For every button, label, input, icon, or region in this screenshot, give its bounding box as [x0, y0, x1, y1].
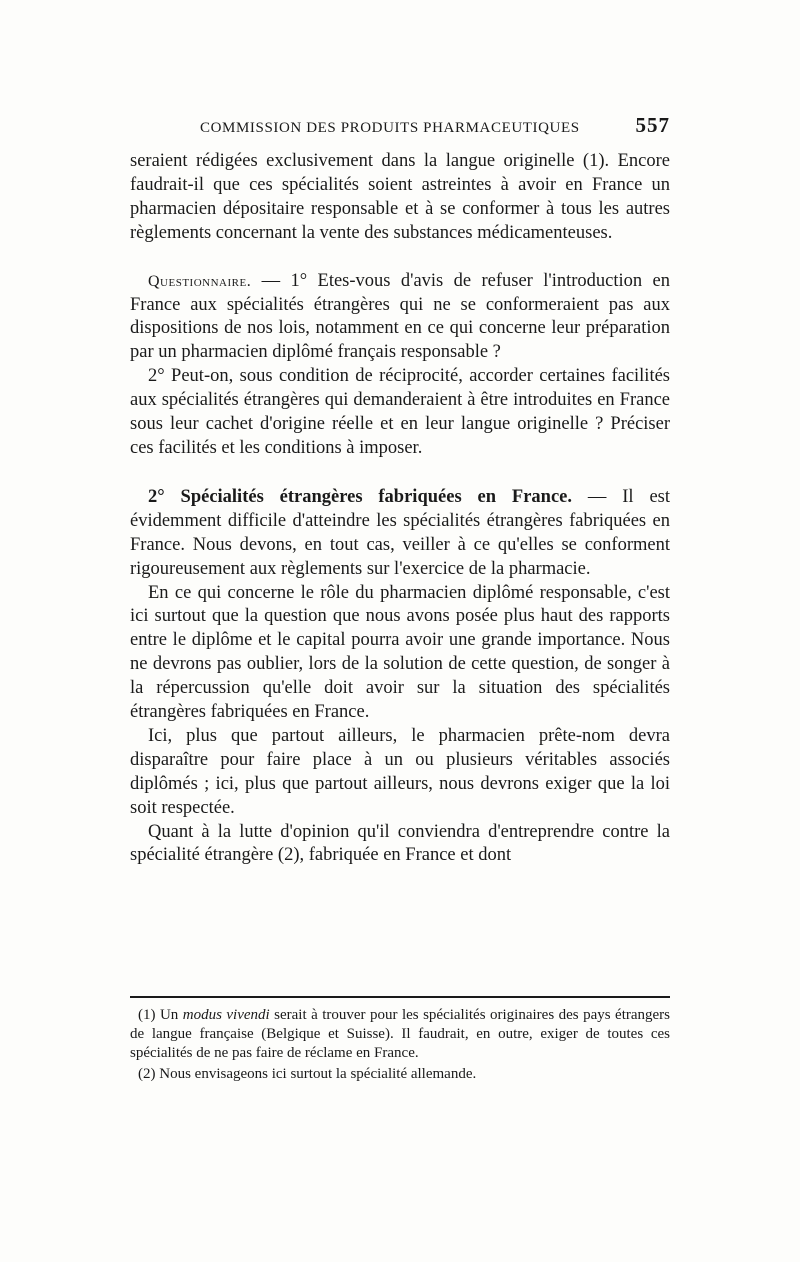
questionnaire-paragraph — [130, 270, 670, 366]
section-text: — Il est évidemment difficile d'atteindre les spécialités étrangères fabriquées en France. Nous devons, en tout cas, veiller à ce qu'elles se conforment rigoureusement aux règlements sur l'exercice de la pharmacie. — [130, 486, 671, 579]
paragraph: En ce qui concerne le rôle du pharmacien diplômé responsable, c'est ici surtout que la question que nous avons posée plus haut des rapports entre le diplôme et le capital pourra avoir une grande importance. Nous ne devrons pas oublier, lors de la solution de cette question, de songer à la répercussion qu'elle doit avoir sur la situation des spécialités étrangères fabriquées en France. — [130, 582, 670, 723]
footnotes — [130, 1006, 670, 1084]
questionnaire-label: Questionnaire. — [148, 272, 252, 290]
paragraph: Ici, plus que partout ailleurs, le pharmacien prête-nom devra disparaître pour faire place à un ou plusieurs véritables associés diplômés ; ici, plus que partout ailleurs, nous devrons exiger que la loi soit respectée. — [130, 725, 670, 818]
main-text — [130, 150, 670, 868]
paragraph: 2° Peut-on, sous condition de réciprocité, accorder certaines facilités aux spécialités étrangères qui demanderaient à être introduites en France sous leur cachet d'origine réelle et en leur langue originelle ? Préciser ces facilités et les conditions à imposer. — [130, 366, 670, 458]
footnote-1-marker: (1) Un — [138, 1007, 183, 1023]
paragraph: Quant à la lutte d'opinion qu'il conviendra d'entreprendre contre la spécialité étrangère (2), fabriquée en France et dont — [130, 821, 670, 866]
footnote-2: (2) Nous envisageons ici surtout la spécialité allemande. — [138, 1066, 477, 1082]
running-header — [200, 113, 670, 137]
section-paragraph — [130, 486, 670, 582]
page-number: 557 — [635, 113, 670, 137]
questionnaire-text: — 1° Etes-vous d'avis de refuser l'introduction en France aux spécialités étrangères qui ne se conformeraient pas aux dispositions de nos lois, notamment en ce qui concerne leur préparation par un pharmacien diplômé français responsable ? — [130, 270, 670, 363]
footnote-divider — [130, 996, 670, 998]
footnote-1-italic: modus vivendi — [182, 1007, 270, 1023]
footnote-1-text: serait à trouver pour les spécialités originaires des pays étrangers de langue française (Belgique et Suisse). Il faudrait, en outre, exiger de toutes ces spécialités de ne pas faire de réclame en France. — [130, 1007, 670, 1061]
running-title: COMMISSION DES PRODUITS PHARMACEUTIQUES — [200, 120, 580, 136]
paragraph: seraient rédigées exclusivement dans la langue originelle (1). Encore faudrait-il que ces spécialités soient astreintes à avoir en France un pharmacien dépositaire responsable et à se conformer à tous les autres règlements concernant la vente des substances médicamenteuses. — [130, 151, 670, 243]
footnote-1 — [130, 1006, 670, 1063]
section-heading: 2° Spécialités étrangères fabriquées en France. — [148, 486, 573, 507]
